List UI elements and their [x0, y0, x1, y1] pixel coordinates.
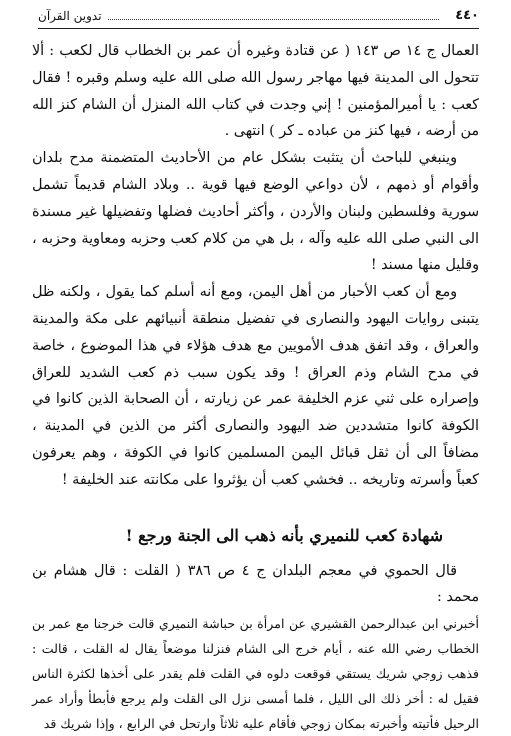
page-body: [32, 38, 479, 736]
quoted-passage: أخبرني ابن عبدالرحمن القشيري عن امرأة بن حباشة النميري قالت خرجنا مع عمر بن الخطاب رضي الله عنه ، أيام خرج الى الشام فنزلنا موضعاً يقال له القلت ، قالت : فذهب زوجي شريك يستقي فوقعت دلوه في القلت فلم يقدر على أخذها لكثرة الناس فقيل له : أخر ذلك الى الليل ، فلما أمسى نزل الى القلت ولم يرجع فأبطأ وأراد عمر الرحيل فأتيته وأخبرته بمكان زوجي فأقام عليه ثلاثاً وارتحل في الرابع ، وإذا شريك قد: [32, 616, 479, 732]
section-gap: [32, 494, 479, 524]
section-heading: شهادة كعب للنميري بأنه ذهب الى الجنة ورجع !: [125, 525, 443, 545]
running-header: [38, 6, 479, 28]
section-intro: قال الحموي في معجم البلدان ج ٤ ص ٣٨٦ ( القلت : قال هشام بن محمد :: [32, 562, 479, 606]
header-rule: [38, 28, 479, 29]
page-number: ٤٤٠: [455, 8, 479, 23]
paragraph-3: ومع أن كعب الأحبار من أهل اليمن، ومع أنه أسلم كما يقول ، ولكنه ظل يتبنى روايات اليهود والنصارى في تفضيل منطقة أنبيائهم على مكة والمدينة والعراق ، وقد اتفق هدف الأمويين مع هدف هؤلاء في هذا الموضوع ، خاصة في مدح الشام وذم العراق ! وقد يكون سبب ذم كعب الشديد للعراق وإصراره على ثني عزم الخليفة عمر عن زيارته ، أن الصحابة الذين كانوا في الكوفة كانوا متشددين ضد اليهود والنصارى أكثر من الذين في المدينة ، مضافاً الى أن ثقل قبائل اليمن المسلمين كانوا في الكوفة ، وهم يعرفون كعباً وأسرته وتاريخه .. فخشي كعب أن يؤثروا على مكانته عند الخليفة !: [32, 284, 479, 488]
book-title: تدوين القرآن: [38, 9, 102, 23]
paragraph-2: وينبغي للباحث أن يتثبت بشكل عام من الأحاديث المتضمنة مدح بلدان وأقوام أو ذمهم ، لأن دواعي الوضع فيها قوية .. وبلاد الشام قديماً تشمل سورية وفلسطين ولبنان والأردن ، وأكثر أحاديث فضلها وتفضيلها غير مسندة الى النبي صلى الله عليه وآله ، بل هي من كلام كعب وحزبه ومعاوية وحزبه ، وقليل منها مسند !: [32, 150, 479, 274]
header-dot-leader: [108, 19, 439, 20]
paragraph-1: العمال ج ١٤ ص ١٤٣ ( عن قتادة وغيره أن عمر بن الخطاب قال لكعب : ألا تتحول الى المدينة فيها مهاجر رسول الله صلى الله عليه وسلم وقبره ! فقال كعب : يا أميرالمؤمنين ! إني وجدت في كتاب الله المنزل أن الشام كنز الله من أرضه ، فيها كنز من عباده ـ كر ) انتهى .: [32, 43, 479, 140]
